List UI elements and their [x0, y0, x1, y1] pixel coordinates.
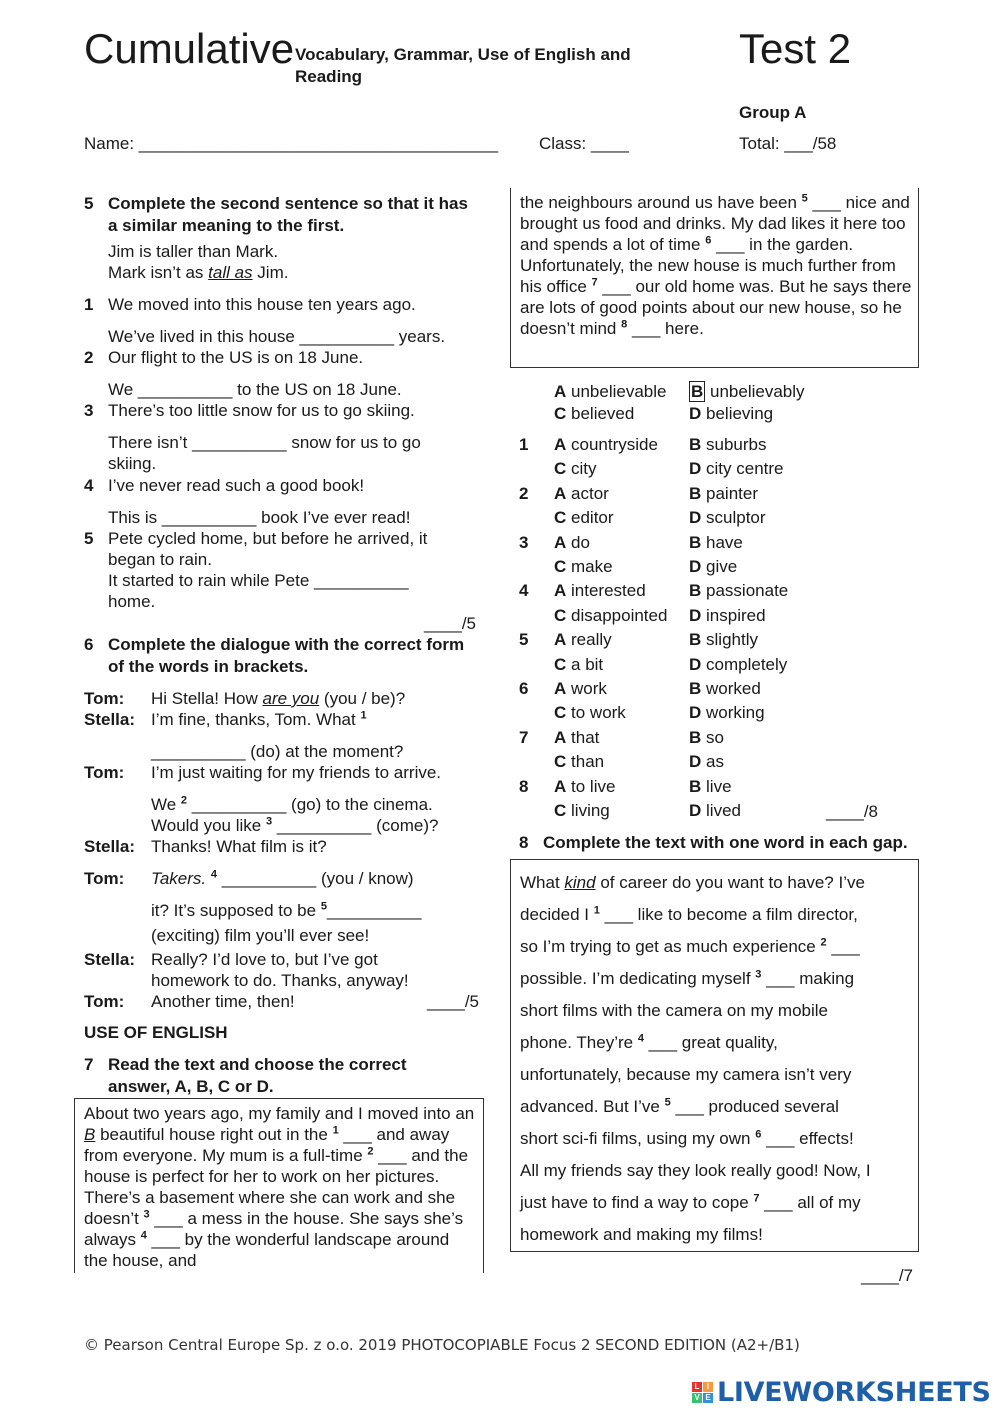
- speaker-label: Tom:: [84, 689, 125, 708]
- speaker-label: Tom:: [84, 763, 125, 782]
- ex7-option-a[interactable]: A interested: [554, 581, 646, 601]
- ex7-example-option-a: A unbelievable: [554, 382, 667, 401]
- ex7-option-a[interactable]: A do: [554, 532, 590, 552]
- ex5-item-answer[interactable]: We __________ to the US on 18 June.: [108, 380, 402, 399]
- dialogue-line: (exciting) film you’ll ever see!: [151, 926, 370, 945]
- ex8-number: 8: [519, 833, 529, 852]
- ex5-item-number: 3: [84, 401, 94, 420]
- ex7-question-number: 8: [519, 776, 529, 796]
- copyright: © Pearson Central Europe Sp. z o.o. 2019 PHOTOCOPIABLE Focus 2 SECOND EDITION (A2+/B1): [84, 1336, 800, 1354]
- dialogue-gap[interactable]: __________ (do) at the moment?: [151, 742, 404, 761]
- ex6-number: 6: [84, 635, 94, 654]
- speaker-label: Stella:: [84, 837, 136, 856]
- ex7-option-a[interactable]: A countryside: [554, 435, 658, 454]
- ex7-example-option-c: C believed: [554, 404, 635, 423]
- ex5-item-answer[interactable]: There isn’t __________ snow for us to go skiing.: [108, 433, 421, 473]
- ex5-item-question: Our flight to the US is on 18 June.: [108, 348, 364, 367]
- ex5-item-question: There’s too little snow for us to go skiing.: [108, 401, 415, 420]
- ex7-option-d[interactable]: D city centre: [689, 459, 784, 479]
- liveworksheets-logo[interactable]: [692, 1377, 991, 1408]
- ex5-item-number: 5: [84, 529, 94, 548]
- ex7-option-d[interactable]: D inspired: [689, 605, 766, 625]
- ex6-example-answer: are you: [262, 689, 320, 708]
- logo-text: LIVEWORKSHEETS: [717, 1377, 991, 1408]
- ex7-option-d[interactable]: D sculptor: [689, 508, 766, 528]
- ex8-example-answer: kind: [564, 873, 596, 892]
- ex5-item-answer[interactable]: It started to rain while Pete __________ home.: [108, 571, 409, 611]
- ex7-option-b[interactable]: B worked: [689, 679, 761, 698]
- dialogue-line: Thanks! What film is it?: [151, 837, 327, 856]
- ex7-option-a[interactable]: A really: [554, 630, 612, 650]
- selected-answer-box: B: [691, 382, 704, 401]
- ex7-text-box-right: [510, 188, 919, 368]
- ex7-option-d[interactable]: D lived: [689, 801, 741, 820]
- ex7-example-option-b: B unbelievably: [691, 382, 805, 401]
- ex8-gap[interactable]: short sci-fi films, using my own $^6$ ___ effects!: [520, 1128, 854, 1148]
- ex8-score: ____/7: [861, 1266, 913, 1285]
- ex7-option-c[interactable]: C disappointed: [554, 605, 668, 625]
- ex7-option-c[interactable]: C a bit: [554, 654, 604, 674]
- ex7-question-number: 7: [519, 727, 529, 747]
- ex7-option-d[interactable]: D completely: [689, 654, 788, 674]
- ex5-item-answer[interactable]: We’ve lived in this house __________ years.: [108, 327, 446, 346]
- ex5-number: 5: [84, 194, 94, 213]
- ex5-item-question: Pete cycled home, but before he arrived, it began to rain.: [108, 529, 428, 569]
- ex7-option-b[interactable]: B so: [689, 727, 724, 747]
- ex7-question-number: 6: [519, 679, 529, 698]
- ex7-option-a[interactable]: A actor: [554, 483, 609, 503]
- ex7-option-c[interactable]: C to work: [554, 703, 626, 723]
- ex8-text: What kind of career do you want to have? I’ve decided I $^1$ ___ like to become a film director, so I’m trying to get as much experience $^2$ ___ possible. I’m dedicating myself $^3$ ___ making short films with the camera on my mobile phone. They’re $^4$ ___ great quality, unfortunately, because my camera isn’t very advanced. But I’ve $^5$ ___ produced several short sci-fi films, using my own $^6$ ___ effects! All my friends say they look really good! Now, I just have to find a way to cope $^7$ ___ all of my homework and making my films!: [520, 873, 871, 1244]
- ex7-option-c[interactable]: C make: [554, 557, 613, 576]
- dialogue-gap[interactable]: Takers. $^4$ __________ (you / know): [151, 868, 414, 888]
- dialogue-line: I’m just waiting for my friends to arrive.: [151, 763, 442, 782]
- page-subtitle: Vocabulary, Grammar, Use of English and Reading: [295, 45, 631, 86]
- ex7-option-b[interactable]: B live: [689, 776, 732, 796]
- ex5-instruction: Complete the second sentence so that it has a similar meaning to the first.: [108, 194, 468, 235]
- ex7-option-c[interactable]: C than: [554, 752, 605, 772]
- logo-letter: V: [692, 1393, 702, 1403]
- ex5-item-question: I’ve never read such a good book!: [108, 476, 365, 495]
- ex7-score: ____/8: [826, 802, 878, 821]
- ex6-instruction: Complete the dialogue with the correct form of the words in brackets.: [108, 635, 465, 676]
- ex7-question-number: 3: [519, 532, 529, 552]
- logo-letter: I: [703, 1382, 713, 1392]
- ex7-option-b[interactable]: B passionate: [689, 581, 789, 601]
- logo-letter: L: [692, 1382, 702, 1392]
- speaker-label: Stella:: [84, 710, 136, 729]
- total-score: Total: ___/58: [739, 134, 837, 153]
- ex7-option-a[interactable]: A work: [554, 679, 607, 698]
- name-field[interactable]: Name: ______________________________________: [84, 134, 499, 153]
- ex7-option-d[interactable]: D working: [689, 703, 765, 723]
- ex8-gap[interactable]: phone. They’re $^4$ ___ great quality,: [520, 1032, 778, 1052]
- ex5-item-answer[interactable]: This is __________ book I’ve ever read!: [108, 508, 411, 527]
- ex7-option-c[interactable]: C editor: [554, 508, 614, 528]
- ex7-text-left: About two years ago, my family and I moved into an B beautiful house right out in the $^1$ ___ and away from everyone. My mum is a full-time $^2$ ___ and the house is perfect for her to work on her pictures. There’s a basement where she can work and she doesn’t $^3$ ___ a mess in the house. She says she’s always $^4$ ___ by the wonderful landscape around the house, and: [84, 1104, 475, 1269]
- ex7-option-d[interactable]: D as: [689, 752, 724, 772]
- class-field[interactable]: Class: ____: [539, 134, 629, 153]
- ex7-instruction: Read the text and choose the correct answer, A, B, C or D.: [108, 1055, 407, 1096]
- ex5-item-number: 1: [84, 295, 94, 314]
- ex8-gap[interactable]: just have to find a way to cope $^7$ ___ all of my: [520, 1192, 861, 1212]
- dialogue-line: Hi Stella! How are you (you / be)?: [151, 689, 406, 708]
- ex7-question-number: 2: [519, 483, 529, 503]
- ex5-item-question: We moved into this house ten years ago.: [108, 295, 416, 314]
- dialogue-gap[interactable]: We $^2$ __________ (go) to the cinema.: [151, 794, 433, 814]
- dialogue-line: Really? I’d love to, but I’ve got homework to do. Thanks, anyway!: [151, 950, 409, 990]
- ex8-gap[interactable]: so I’m trying to get as much experience $^2$ ___: [520, 936, 860, 956]
- ex7-option-c[interactable]: C city: [554, 459, 597, 479]
- ex7-option-c[interactable]: C living: [554, 801, 610, 820]
- ex7-text-box-left: [74, 1098, 484, 1273]
- ex5-item-number: 4: [84, 476, 94, 495]
- ex5-score: ____/5: [424, 614, 476, 633]
- dialogue-gap[interactable]: Would you like $^3$ __________ (come)?: [151, 815, 439, 835]
- ex8-instruction: Complete the text with one word in each gap.: [543, 833, 908, 852]
- ex6-score: ____/5: [427, 992, 479, 1011]
- ex8-gap[interactable]: possible. I’m dedicating myself $^3$ ___ making: [520, 968, 855, 988]
- logo-icon: [692, 1382, 713, 1403]
- ex7-number: 7: [84, 1055, 94, 1074]
- dialogue-line: Another time, then!: [151, 992, 295, 1011]
- speaker-label: Stella:: [84, 950, 136, 969]
- ex7-question-number: 5: [519, 630, 529, 650]
- ex5-example-line2: Mark isn’t as tall as Jim.: [108, 263, 289, 282]
- ex5-item-number: 2: [84, 348, 94, 367]
- ex7-option-d[interactable]: D give: [689, 557, 738, 576]
- ex7-option-a[interactable]: A to live: [554, 776, 616, 796]
- ex7-option-a[interactable]: A that: [554, 727, 600, 747]
- speaker-label: Tom:: [84, 992, 125, 1011]
- logo-letter: E: [703, 1393, 713, 1403]
- ex5-example-line1: Jim is taller than Mark.: [108, 242, 279, 261]
- ex7-example-option-d: D believing: [689, 404, 774, 423]
- test-label: Test 2: [739, 25, 852, 72]
- ex5-example-answer: tall as: [208, 263, 253, 282]
- ex7-option-b[interactable]: B slightly: [689, 630, 758, 650]
- ex8-gap[interactable]: decided I $^1$ ___ like to become a film director,: [520, 904, 858, 924]
- ex8-text-box: [510, 859, 919, 1252]
- page-title: Cumulative: [84, 25, 295, 72]
- ex7-option-b[interactable]: B have: [689, 532, 743, 552]
- ex8-gap[interactable]: advanced. But I’ve $^5$ ___ produced several: [520, 1096, 839, 1116]
- ex7-question-number: 1: [519, 435, 529, 454]
- section-heading: USE OF ENGLISH: [84, 1023, 228, 1042]
- ex7-question-number: 4: [519, 581, 529, 601]
- dialogue-gap[interactable]: it? It’s supposed to be $^5$__________: [151, 900, 422, 920]
- ex7-option-b[interactable]: B suburbs: [689, 435, 767, 454]
- speaker-label: Tom:: [84, 869, 125, 888]
- dialogue-line: I’m fine, thanks, Tom. What $^1$: [151, 709, 367, 729]
- group-label: Group A: [739, 103, 807, 122]
- ex7-text-right: the neighbours around us have been $^5$ ___ nice and brought us food and drinks. My dad likes it here too and spends a lot of time $^6$ ___ in the garden. Unfortunately, the new house is much further from his office $^7$ ___ our old home was. But he says there are lots of good points about our new house, so he doesn’t mind $^8$ ___ here.: [520, 192, 912, 338]
- ex7-option-b[interactable]: B painter: [689, 483, 758, 503]
